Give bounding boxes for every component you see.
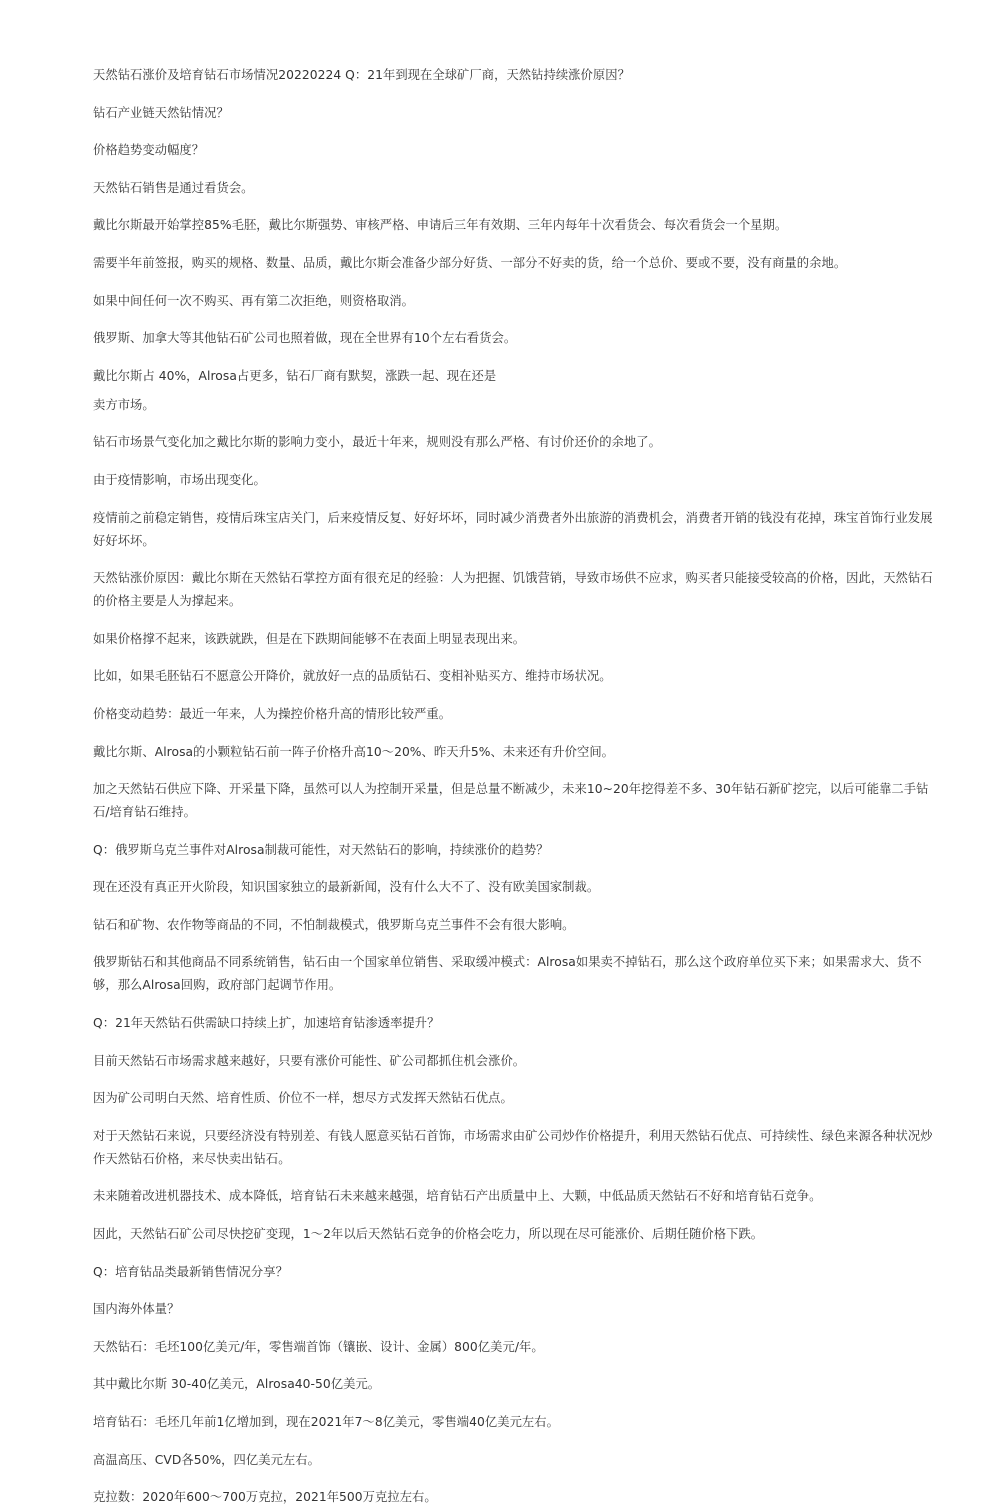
paragraph: 现在还没有真正开火阶段，知识国家独立的最新新闻，没有什么大不了、没有欧美国家制裁。 <box>93 880 600 895</box>
paragraph: 戴比尔斯、Alrosa的小颗粒钻石前一阵子价格升高10～20%、昨天升5%、未来还有升价空间。 <box>93 744 615 759</box>
paragraph: 其中戴比尔斯 30-40亿美元，Alrosa40-50亿美元。 <box>93 1377 381 1392</box>
paragraph: 由于疫情影响，市场出现变化。 <box>93 472 266 487</box>
paragraph: 疫情前之前稳定销售，疫情后珠宝店关门，后来疫情反复、好好坏坏，同时减少消费者外出旅游的消费机会，消费者开销的钱没有花掉，珠宝首饰行业发展好好坏坏。 <box>93 510 933 548</box>
paragraph: 钻石市场景气变化加之戴比尔斯的影响力变小，最近十年来，规则没有那么严格、有讨价还价的余地了。 <box>93 435 661 450</box>
paragraph-title: 天然钻石涨价及培育钻石市场情况20220224 Q：21年到现在全球矿厂商，天然钻持续涨价原因？ <box>93 68 630 82</box>
paragraph-question: Q：俄罗斯乌克兰事件对Alrosa制裁可能性，对天然钻石的影响，持续涨价的趋势？ <box>93 842 549 857</box>
paragraph: 培育钻石：毛坯几年前1亿增加到，现在2021年7～8亿美元，零售端40亿美元左右。 <box>93 1415 559 1429</box>
paragraph: 高温高压、CVD各50%，四亿美元左右。 <box>93 1452 320 1467</box>
paragraph: 天然钻涨价原因：戴比尔斯在天然钻石掌控方面有很充足的经验：人为把握、饥饿营销，导致市场供不应求，购买者只能接受较高的价格，因此，天然钻石的价格主要是人为撑起来。 <box>93 571 933 609</box>
paragraph: 因此，天然钻石矿公司尽快挖矿变现，1～2年以后天然钻石竞争的价格会吃力，所以现在尽可能涨价、后期任随价格下跌。 <box>93 1227 764 1242</box>
paragraph: 戴比尔斯最开始掌控85%毛胚，戴比尔斯强势、审核严格、申请后三年有效期、三年内每年十次看货会、每次看货会一个星期。 <box>93 218 788 233</box>
paragraph: 加之天然钻石供应下降、开采量下降，虽然可以人为控制开采量，但是总量不断减少，未来10~20年挖得差不多、30年钻石新矿挖完，以后可能靠二手钻石/培育钻石维持。 <box>93 782 929 820</box>
paragraph: 如果中间任何一次不购买、再有第二次拒绝，则资格取消。 <box>93 293 415 308</box>
paragraph: 戴比尔斯占 40%，Alrosa占更多，钻石厂商有默契，涨跌一起、现在还是 <box>93 368 497 383</box>
paragraph: 目前天然钻石市场需求越来越好，只要有涨价可能性、矿公司都抓住机会涨价。 <box>93 1053 526 1068</box>
paragraph: 比如，如果毛胚钻石不愿意公开降价，就放好一点的品质钻石、变相补贴买方、维持市场状况。 <box>93 669 612 684</box>
paragraph: 天然钻石销售是通过看货会。 <box>93 180 254 195</box>
paragraph-question: Q：培育钻品类最新销售情况分享？ <box>93 1264 288 1279</box>
paragraph: 克拉数：2020年600～700万克拉，2021年500万克拉左右。 <box>93 1490 437 1505</box>
paragraph: 如果价格撑不起来，该跌就跌，但是在下跌期间能够不在表面上明显表现出来。 <box>93 631 526 646</box>
paragraph: 未来随着改进机器技术、成本降低，培育钻石未来越来越强，培育钻石产出质量中上、大颗，中低品质天然钻石不好和培育钻石竞争。 <box>93 1189 822 1204</box>
paragraph: 俄罗斯、加拿大等其他钻石矿公司也照着做，现在全世界有10个左右看货会。 <box>93 331 517 346</box>
paragraph: 价格变动趋势：最近一年来，人为操控价格升高的情形比较严重。 <box>93 706 452 721</box>
paragraph: 因为矿公司明白天然、培育性质、价位不一样，想尽方式发挥天然钻石优点。 <box>93 1091 513 1106</box>
paragraph: 对于天然钻石来说，只要经济没有特别差、有钱人愿意买钻石首饰，市场需求由矿公司炒作价格提升，利用天然钻石优点、可持续性、绿色来源各种状况炒作天然钻石价格，来尽快卖出钻石。 <box>93 1128 933 1166</box>
paragraph: 卖方市场。 <box>93 397 155 412</box>
paragraph-question: Q：21年天然钻石供需缺口持续上扩，加速培育钻渗透率提升？ <box>93 1016 440 1031</box>
paragraph: 天然钻石：毛坯100亿美元/年，零售端首饰（镶嵌、设计、金属）800亿美元/年。 <box>93 1339 544 1354</box>
paragraph: 需要半年前签报，购买的规格、数量、品质，戴比尔斯会准备少部分好货、一部分不好卖的货，给一个总价、要或不要，没有商量的余地。 <box>93 255 847 270</box>
paragraph: 钻石和矿物、农作物等商品的不同，不怕制裁模式，俄罗斯乌克兰事件不会有很大影响。 <box>93 917 575 932</box>
paragraph: 钻石产业链天然钻情况？ <box>93 105 229 120</box>
paragraph: 国内海外体量？ <box>93 1302 180 1317</box>
paragraph: 价格趋势变动幅度？ <box>93 143 205 158</box>
paragraph: 俄罗斯钻石和其他商品不同系统销售，钻石由一个国家单位销售、采取缓冲模式：Alrosa如果卖不掉钻石，那么这个政府单位买下来；如果需求大、货不够，那么Alrosa回购，政府部门起调节作用。 <box>93 955 922 993</box>
